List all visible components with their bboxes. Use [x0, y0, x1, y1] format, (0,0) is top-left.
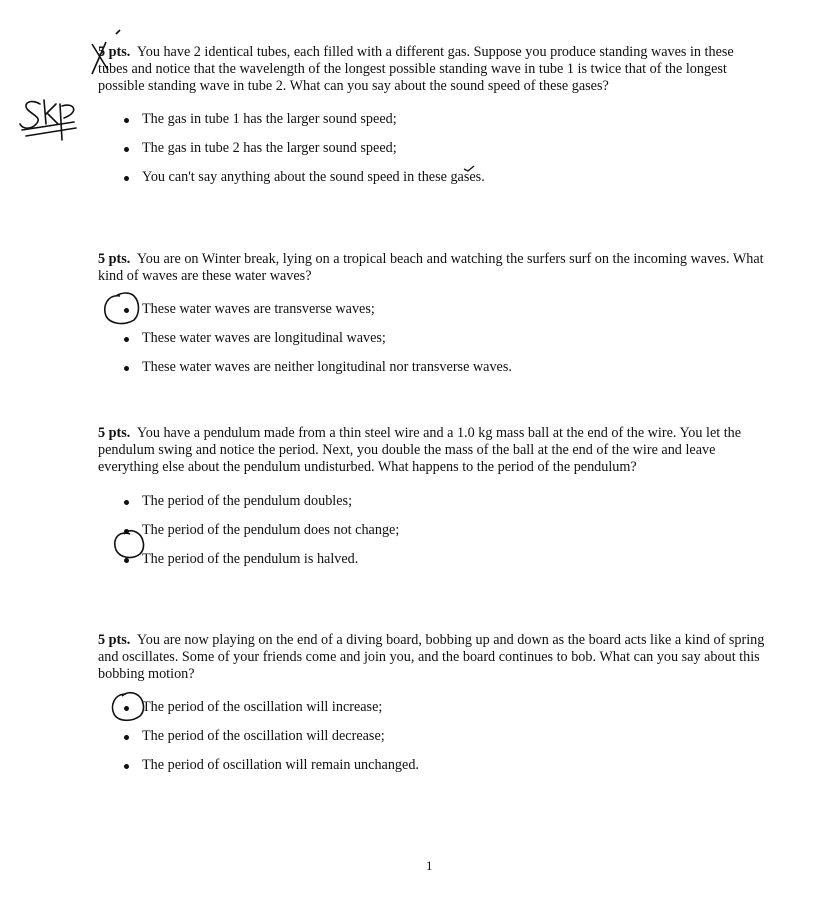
- question-2-points: 5 pts.: [98, 251, 131, 267]
- question-3-option-a: The period of the pendulum doubles;: [98, 493, 766, 522]
- bullet-icon: [124, 500, 129, 505]
- question-4-option-b: The period of the oscillation will decrease;: [98, 728, 766, 757]
- question-3-options: [98, 493, 766, 580]
- question-3-text: You have a pendulum made from a thin steel wire and a 1.0 kg mass ball at the end of the wire. You let the pendulum swing and notice the period. Next, you double the mass of the ball at the end of the wire and leave everything else about the pendulum undisturbed. What happens to the period of the pendulum?: [98, 425, 742, 475]
- question-3: [98, 425, 766, 580]
- question-2-options: [98, 301, 766, 388]
- skip-note: [20, 100, 76, 140]
- question-3-stem: [98, 425, 766, 476]
- bullet-icon: [124, 176, 129, 181]
- question-2-text: You are on Winter break, lying on a tropical beach and watching the surfers surf on the incoming waves. What kind of waves are these water waves?: [98, 251, 764, 284]
- question-1-option-a: The gas in tube 1 has the larger sound speed;: [98, 111, 766, 140]
- question-2-option-c: These water waves are neither longitudinal nor transverse waves.: [98, 359, 766, 388]
- question-4: [98, 632, 766, 786]
- bullet-icon: [124, 366, 129, 371]
- question-2-option-b: These water waves are longitudinal waves;: [98, 330, 766, 359]
- bullet-icon: [124, 529, 129, 534]
- bullet-icon: [124, 337, 129, 342]
- bullet-icon: [124, 147, 129, 152]
- bullet-icon: [124, 764, 129, 769]
- question-3-option-b: The period of the pendulum does not change;: [98, 522, 766, 551]
- question-1-options: [98, 111, 766, 198]
- question-1: [98, 44, 766, 198]
- question-1-option-b: The gas in tube 2 has the larger sound speed;: [98, 140, 766, 169]
- question-4-points: 5 pts.: [98, 632, 131, 648]
- question-3-points: 5 pts.: [98, 425, 131, 441]
- question-4-options: [98, 699, 766, 786]
- question-2-stem: [98, 251, 766, 285]
- bullet-icon: [124, 706, 129, 711]
- question-1-stem: [98, 44, 766, 95]
- question-4-option-c: The period of oscillation will remain unchanged.: [98, 757, 766, 786]
- bullet-icon: [124, 735, 129, 740]
- page-number: 1: [426, 858, 433, 873]
- bullet-icon: [124, 308, 129, 313]
- question-4-text: You are now playing on the end of a diving board, bobbing up and down as the board acts like a kind of spring and oscillates. Some of your friends come and join you, and the board continues to bob. What can you say about this bobbing motion?: [98, 632, 765, 682]
- bullet-icon: [124, 118, 129, 123]
- question-2-option-a: These water waves are transverse waves;: [98, 301, 766, 330]
- question-4-option-a: The period of the oscillation will increase;: [98, 699, 766, 728]
- question-1-points: 5 pts.: [98, 44, 131, 60]
- question-1-option-c: You can't say anything about the sound speed in these gases.: [98, 169, 766, 198]
- bullet-icon: [124, 558, 129, 563]
- question-4-stem: [98, 632, 766, 683]
- question-2: [98, 251, 766, 388]
- question-1-text: You have 2 identical tubes, each filled with a different gas. Suppose you produce standing waves in these tubes and notice that the wavelength of the longest possible standing wave in tube 1 is twice that of the longest possible standing wave in tube 2. What can you say about the sound speed of these gases?: [98, 44, 734, 94]
- question-3-option-c: The period of the pendulum is halved.: [98, 551, 766, 580]
